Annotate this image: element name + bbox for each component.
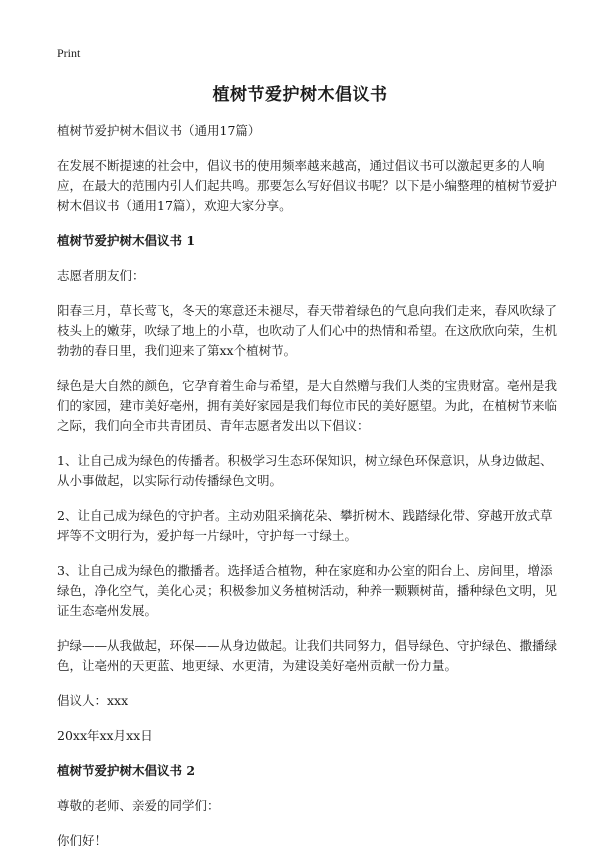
section-2-greeting: 尊敬的老师、亲爱的同学们： — [57, 798, 220, 813]
section-1-item-1: 1、让自己成为绿色的传播者。积极学习生态环保知识，树立绿色环保意识，从身边做起、从小事做起，以实际行动传播绿色文明。 — [57, 453, 553, 488]
document-subtitle: 植树节爱护树木倡议书（通用17篇） — [57, 123, 261, 138]
section-1-signer: 倡议人：xxx — [57, 693, 129, 708]
section-1-closing: 护绿——从我做起，环保——从身边做起。让我们共同努力，倡导绿色、守护绿色、撒播绿色，让亳州的天更蓝、地更绿、水更清，为建设美好亳州贡献一份力量。 — [57, 638, 558, 673]
section-2-salutation: 你们好！ — [57, 833, 108, 848]
document-body — [57, 121, 557, 866]
section-1-item-2: 2、让自己成为绿色的守护者。主动劝阻采摘花朵、攀折树木、践踏绿化带、穿越开放式草坪等不文明行为，爱护每一片绿叶，守护每一寸绿土。 — [57, 508, 553, 543]
section-2-heading: 植树节爱护树木倡议书 2 — [57, 763, 196, 778]
section-1-heading: 植树节爱护树木倡议书 1 — [57, 233, 196, 248]
section-1-paragraph-1: 阳春三月，草长莺飞，冬天的寒意还未褪尽，春天带着绿色的气息向我们走来，春风吹绿了枝头上的嫩芽，吹绿了地上的小草，也吹动了人们心中的热情和希望。在这欣欣向荣，生机勃勃的春日里，我们迎来了第xx个植树节。 — [57, 303, 558, 358]
document-title: 植树节爱护树木倡议书 — [212, 85, 388, 105]
intro-paragraph: 在发展不断提速的社会中，倡议书的使用频率越来越高，通过倡议书可以激起更多的人响应，在最大的范围内引人们起共鸣。那要怎么写好倡议书呢？以下是小编整理的植树节爱护树木倡议书（通用17篇），欢迎大家分享。 — [57, 158, 558, 213]
section-1-date: 20xx年xx月xx日 — [57, 728, 153, 743]
print-link[interactable]: Print — [57, 46, 81, 60]
section-1-item-3: 3、让自己成为绿色的撒播者。选择适合植物，种在家庭和办公室的阳台上、房间里，增添绿色，净化空气，美化心灵；积极参加义务植树活动，种养一颗颗树苗，播种绿色文明，见证生态亳州发展。 — [57, 563, 558, 618]
section-1-greeting: 志愿者朋友们： — [57, 268, 145, 283]
section-1-paragraph-2: 绿色是大自然的颜色，它孕育着生命与希望，是大自然赠与我们人类的宝贵财富。亳州是我们的家园，建市美好亳州，拥有美好家园是我们每位市民的美好愿望。为此，在植树节来临之际，我们向全市共青团员、青年志愿者发出以下倡议： — [57, 378, 558, 433]
